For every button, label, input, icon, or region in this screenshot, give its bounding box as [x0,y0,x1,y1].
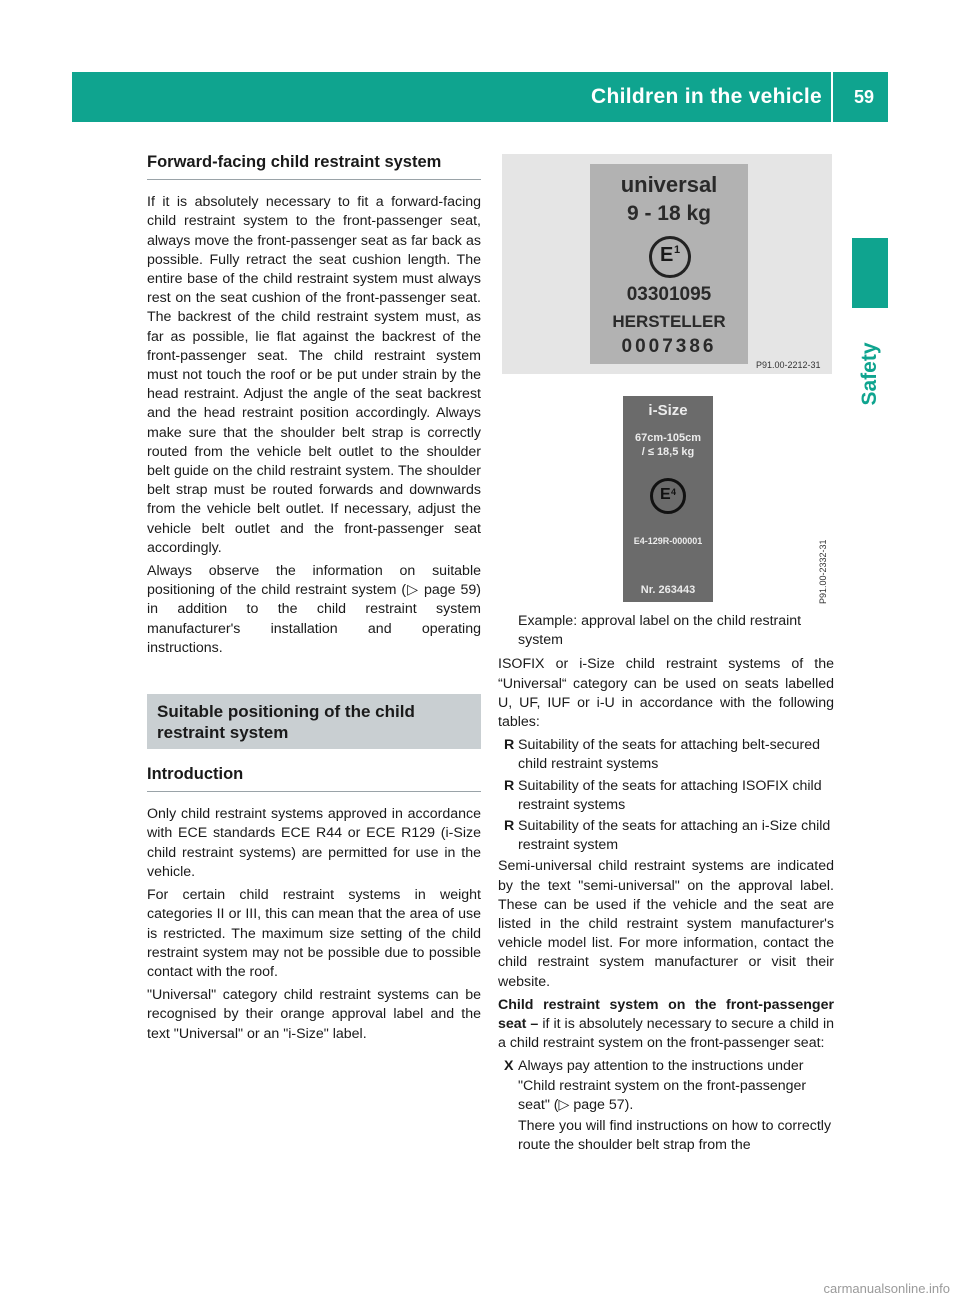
bullet-icon: R [504,777,515,794]
paragraph: For certain child restraint systems in weight categories II or III, this can mean that the area of use is restricted. The maximum size setting of the child restraint system may not be possible due to possible contact with the roof. [147,887,481,980]
approval-label [590,164,748,364]
e-mark-icon: E 4 [650,478,686,514]
label-maker: HERSTELLER [612,312,726,331]
chapter-title: Children in the vehicle [591,85,822,108]
heading-forward-facing: Forward-facing child restraint system [147,153,481,180]
label-serial: Nr. 263443 [640,584,696,596]
paragraph: Only child restraint systems approved in accordance with ECE standards ECE R44 or ECE R129 (i-Size child restraint systems) are permitted for use in the vehicle. [147,806,481,880]
bullet-icon: R [504,818,515,835]
footer-watermark: carmanualsonline.info [823,1281,950,1296]
label-weight: / ≤ 18,5 kg [641,446,695,458]
page-number: 59 [853,87,874,107]
side-tab-marker [852,238,888,308]
list-item: R Suitability of the seats for attaching belt-secured child restraint systems [504,737,821,773]
paragraph: Child restraint system on the front-passenger seat – if it is absolutely necessary to secure a child in a child restraint system on the front-passenger seat: [498,996,834,1052]
list-item: R Suitability of the seats for attaching ISOFIX child restraint systems [504,777,822,813]
bold-lead: Child restraint system on the front-passenger seat – [498,996,834,1033]
label-category: universal [620,172,718,197]
isize-approval-label-image [618,388,838,610]
label-title: i-Size [648,402,688,419]
step-item: X Always pay attention to the instructions under "Child restraint system on the front-passenger seat" (▷ page 57). [504,1058,807,1113]
image-caption: Example: approval label on the child restraint system [518,613,802,649]
e-mark-icon: E 1 [649,236,691,278]
side-tab-label: Safety [858,342,881,406]
paragraph: ISOFIX or i-Size child restraint systems of the “Universal“ category can be used on seats labelled U, UF, IUF or i-U in accordance with the following tables: [498,656,834,731]
universal-approval-label-image [502,154,832,374]
header-bar [72,72,888,122]
header-divider [831,72,833,122]
label-approval: E4-129R-000001 [633,536,703,546]
image-reference: P91.00-2332-31 [818,539,828,604]
heading-introduction: Introduction [147,765,481,792]
list-item: R Suitability of the seats for attaching an i-Size child restraint system [504,818,831,854]
paragraph: "Universal" category child restraint systems can be recognised by their orange approval label and the text "Universal" or an "i-Size" label. [147,987,481,1042]
label-approval-number: 03301095 [626,284,712,305]
section-title: Suitable positioning of the child restraint system [147,694,481,749]
label-weight: 9 - 18 kg [626,202,712,225]
step-arrow-icon: X [504,1058,514,1075]
label-serial: 0007386 [621,336,717,357]
left-column [147,150,481,1048]
paragraph: Semi-universal child restraint systems are indicated by the text "semi-universal" on the approval label. These can be used if the vehicle and the seat are listed in the child restraint system manufacturer's vehicle model list. For more information, contact the child restraint system manufacturer or visit their website. [498,858,834,990]
label-size: 67cm-105cm [634,432,702,444]
paragraph: Always observe the information on suitable positioning of the child restraint system (▷ page 59) in addition to the child restraint system manufacturer's installation and operating instructions. [147,563,481,656]
approval-label [623,396,713,602]
bullet-icon: R [504,737,515,754]
image-reference: P91.00-2212-31 [756,360,821,370]
paragraph: If it is absolutely necessary to fit a forward-facing child restraint system to the front-passenger seat, always move the front-passenger seat as far back as possible. Fully retract the seat cushion length. The entire base of the child restraint system must always rest on the seat cushion of the front-passenger seat. The backrest of the child restraint system must, as far as possible, lie flat against the backrest of the front-passenger seat. The child restraint system must not touch the roof or be put under strain by the head restraint. Adjust the angle of the seat backrest and the head restraint position accordingly. Always make sure that the shoulder belt strap is correctly routed from the vehicle belt outlet to the shoulder belt guide on the child restraint system. The shoulder belt strap must be routed forwards and downwards from the vehicle belt outlet. If necessary, adjust the vehicle belt outlet and the front-passenger seat accordingly. [147,194,481,556]
right-column [498,612,834,1157]
step-note: There you will find instructions on how to correctly route the shoulder belt strap from the [518,1118,832,1154]
